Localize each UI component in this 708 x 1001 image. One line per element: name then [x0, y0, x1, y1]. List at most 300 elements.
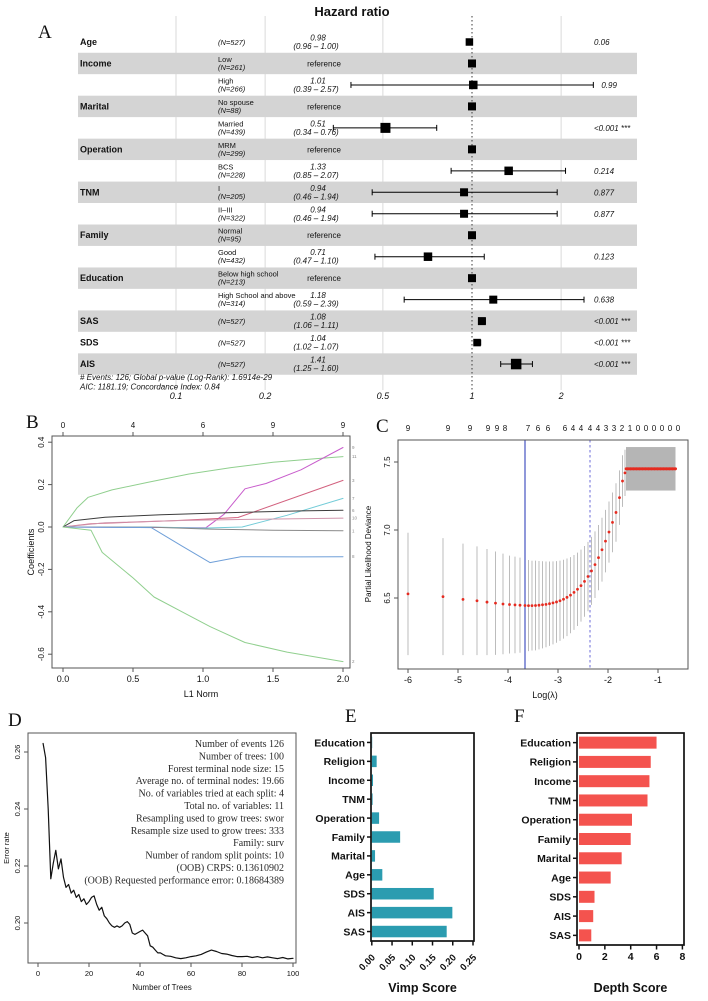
deviance-point [583, 580, 586, 583]
n-label: (N=527) [218, 317, 246, 327]
x-axis-tick-label: -2 [603, 675, 613, 685]
deviance-point [531, 604, 534, 607]
row-band [78, 225, 637, 246]
deviance-point [618, 496, 621, 499]
p-value: 0.877 [594, 209, 615, 219]
x-axis-tick-label: 0.15 [417, 952, 439, 974]
top-axis-tick-label: 0 [635, 424, 641, 433]
p-value: 0.214 [594, 166, 615, 176]
panel-label: F [514, 706, 525, 727]
y-axis-tick-label: 7.0 [383, 524, 392, 536]
deviance-point [601, 548, 604, 551]
series-end-label: 7 [352, 495, 355, 501]
forest-stats-line: Number of events 126 [194, 739, 284, 750]
row-band [78, 310, 637, 331]
p-value: 0.123 [594, 252, 615, 262]
variable-name: Education [80, 273, 124, 284]
reference-label: reference [307, 102, 341, 112]
series-end-label: 1 [352, 528, 355, 534]
level-label: Married [218, 119, 244, 129]
coefficient-path [63, 527, 343, 662]
deviance-point [562, 598, 565, 601]
deviance-point [590, 570, 593, 573]
chart-title: Hazard ratio [314, 4, 390, 19]
deviance-point [641, 467, 644, 470]
estimate-value: 0.94 [310, 183, 326, 193]
deviance-point [545, 603, 548, 606]
y-axis-tick-label: -0.6 [37, 647, 46, 662]
deviance-point [442, 595, 445, 598]
ci-value: (0.46 – 1.94) [293, 192, 339, 202]
deviance-point [587, 575, 590, 578]
deviance-point [534, 604, 537, 607]
importance-bar [372, 831, 400, 843]
x-axis-tick-label: 2.0 [336, 674, 350, 684]
deviance-point [611, 521, 614, 524]
x-axis-tick-label: 60 [186, 969, 196, 978]
hr-marker [469, 81, 478, 90]
category-label: Family [331, 831, 365, 844]
deviance-point [668, 467, 671, 470]
x-axis-tick-label: 80 [237, 969, 247, 978]
ci-value: (0.46 – 1.94) [293, 213, 339, 223]
level-label: II–III [218, 205, 233, 215]
importance-bar [579, 737, 657, 749]
importance-bar [579, 756, 651, 768]
reference-label: reference [307, 274, 341, 284]
importance-bar [372, 869, 383, 881]
axis-tick-label: 1 [469, 391, 475, 401]
deviance-point [519, 604, 522, 607]
category-label: SDS [343, 888, 365, 901]
y-axis-tick-label: 0.26 [13, 744, 22, 760]
ci-value: (1.02 – 1.07) [293, 342, 339, 352]
p-value: 0.877 [594, 188, 615, 198]
top-axis-tick-label: 6 [200, 421, 206, 430]
importance-bar [579, 833, 631, 845]
n-label: (N=205) [218, 191, 246, 201]
deviance-point [615, 511, 618, 514]
forest-stats-line: (OOB) CRPS: 0.13610902 [176, 863, 284, 874]
ci-value: (0.39 – 2.57) [293, 84, 339, 94]
top-axis-tick-label: 9 [340, 421, 346, 430]
n-label: (N=432) [218, 256, 246, 266]
category-label: Education [314, 737, 365, 750]
n-label: (N=322) [218, 213, 246, 223]
level-label: No spouse [218, 97, 254, 107]
top-axis-tick-label: 6 [535, 424, 541, 433]
panel-label: C [376, 416, 389, 437]
n-label: (N=299) [218, 148, 246, 158]
forest-stats-line: (OOB) Requested performance error: 0.18684389 [84, 875, 284, 887]
y-axis-title: Partial Likelihood Deviance [364, 505, 373, 603]
reference-marker [468, 59, 476, 67]
top-axis-tick-label: 4 [595, 424, 601, 433]
y-axis-tick-label: -0.2 [37, 562, 46, 577]
importance-bar [372, 907, 453, 919]
reference-marker [468, 102, 476, 110]
hr-marker [511, 359, 521, 370]
deviance-point [624, 471, 627, 474]
x-axis-tick-label: 6 [653, 951, 660, 963]
estimate-value: 1.33 [310, 162, 326, 172]
forest-stats-line: Family: surv [233, 838, 284, 850]
deviance-point [462, 598, 465, 601]
axis-tick-label: 0.5 [376, 391, 390, 401]
category-label: SAS [343, 926, 365, 939]
panel-label: D [8, 710, 22, 731]
variable-name: Family [80, 230, 109, 241]
top-axis-tick-label: 0 [60, 421, 66, 430]
level-label: I [218, 183, 221, 193]
deviance-point [514, 604, 517, 607]
panel-label: A [38, 22, 52, 43]
category-label: Age [345, 869, 365, 882]
estimate-value: 0.51 [310, 119, 326, 129]
deviance-point [671, 467, 674, 470]
forest-stats-line: No. of variables tried at each split: 4 [138, 788, 284, 800]
category-label: Religion [529, 756, 571, 769]
category-label: Family [537, 833, 571, 846]
coefficient-path [63, 527, 343, 563]
variable-name: SDS [80, 337, 99, 348]
importance-bar [579, 794, 648, 806]
x-axis-tick-label: 0.00 [357, 952, 378, 974]
deviance-point [656, 467, 659, 470]
x-axis-title: Depth Score [593, 981, 668, 995]
n-label: (N=261) [218, 62, 246, 72]
x-axis-tick-label: 4 [627, 951, 634, 963]
x-axis-title: L1 Norm [183, 689, 219, 699]
level-label: Low [218, 54, 232, 64]
x-axis-tick-label: -3 [553, 675, 563, 685]
p-value: <0.001 *** [594, 360, 631, 370]
top-axis-tick-label: 6 [562, 424, 568, 433]
deviance-point [597, 556, 600, 559]
importance-bar [372, 926, 447, 938]
importance-bar [579, 910, 593, 922]
p-value: <0.001 *** [594, 338, 631, 348]
top-axis-tick-label: 4 [578, 424, 584, 433]
x-axis-title: Number of Trees [132, 983, 192, 992]
n-label: (N=95) [218, 234, 242, 244]
deviance-point [674, 467, 677, 470]
axis-tick-label: 0.2 [258, 391, 272, 401]
category-label: Marital [537, 853, 571, 866]
top-axis-tick-label: 3 [603, 424, 609, 433]
x-axis-tick-label: 2 [601, 951, 608, 963]
deviance-point [638, 467, 641, 470]
y-axis-tick-label: 0.24 [13, 801, 22, 817]
deviance-point [524, 604, 527, 607]
forest-stats-line: Resample size used to grow trees: 333 [130, 825, 284, 837]
variable-name: Income [80, 58, 112, 69]
top-axis-tick-label: 0 [675, 424, 681, 433]
y-axis-title: Error rate [2, 832, 11, 864]
estimate-value: 0.71 [310, 248, 326, 258]
category-label: Operation [521, 814, 571, 827]
level-label: Below high school [218, 269, 279, 279]
series-end-label: 6 [352, 507, 355, 513]
top-axis-tick-label: 4 [130, 421, 136, 430]
reference-label: reference [307, 145, 341, 155]
ci-value: (0.96 – 1.00) [293, 42, 339, 51]
ci-value: (1.25 – 1.60) [293, 364, 339, 374]
x-axis-tick-label: 0.5 [126, 674, 140, 684]
top-axis-tick-label: 9 [467, 424, 473, 433]
category-label: Age [551, 872, 571, 885]
estimate-value: 1.08 [310, 312, 326, 322]
deviance-point [594, 563, 597, 566]
panel-label: B [26, 412, 39, 433]
top-axis-tick-label: 9 [445, 424, 451, 433]
category-label: TNM [342, 793, 365, 806]
deviance-point [659, 467, 662, 470]
level-label: Normal [218, 226, 243, 236]
n-label: (N=439) [218, 127, 246, 137]
y-axis-tick-label: 6.5 [383, 592, 392, 604]
row-band [78, 139, 637, 160]
deviance-point [538, 604, 541, 607]
ci-value: (0.47 – 1.10) [293, 256, 339, 266]
y-axis-tick-label: 0.0 [37, 521, 46, 533]
x-axis-tick-label: 0.05 [377, 952, 399, 974]
footer-line: AIC: 1181.19; Concordance Index: 0.84 [80, 382, 220, 392]
category-label: Religion [323, 756, 365, 769]
p-value: 0.06 [594, 38, 610, 47]
ci-value: (0.85 – 2.07) [293, 170, 339, 180]
deviance-point [527, 604, 530, 607]
ci-value: (1.06 – 1.11) [293, 321, 339, 331]
estimate-value: 1.04 [310, 334, 326, 344]
reference-label: reference [307, 59, 341, 69]
x-axis-tick-label: -6 [403, 675, 413, 685]
y-axis-tick-label: 0.4 [37, 436, 46, 448]
deviance-point [569, 594, 572, 597]
p-value: 0.638 [594, 295, 615, 305]
importance-bar [579, 891, 595, 903]
y-axis-tick-label: 0.2 [37, 479, 46, 491]
hr-marker [424, 252, 433, 261]
row-band [78, 267, 637, 288]
p-value: <0.001 *** [594, 123, 631, 133]
deviance-point [573, 591, 576, 594]
reference-label: reference [307, 231, 341, 241]
hr-marker [380, 123, 390, 133]
variable-name: SAS [80, 316, 99, 327]
series-end-label: 3 [352, 477, 355, 483]
top-axis-tick-label: 0 [651, 424, 657, 433]
top-axis-tick-label: 9 [494, 424, 500, 433]
n-label: (N=527) [218, 338, 246, 348]
n-label: (N=228) [218, 170, 246, 180]
forest-stats-line: Average no. of terminal nodes: 19.66 [135, 776, 284, 788]
deviance-point [559, 599, 562, 602]
category-label: AIS [347, 907, 365, 920]
top-axis-tick-label: 9 [485, 424, 491, 433]
deviance-point [608, 531, 611, 534]
category-label: TNM [548, 795, 571, 808]
panel-e-bar-chart [314, 706, 479, 995]
category-label: Operation [315, 812, 365, 825]
importance-bar [372, 775, 373, 787]
deviance-point [541, 603, 544, 606]
x-axis-tick-label: 100 [286, 969, 300, 978]
footer-line: # Events: 126; Global p-value (Log-Rank): 1.6914e-29 [80, 373, 273, 382]
n-label: (N=88) [218, 105, 242, 115]
series-end-label: 9 [352, 445, 355, 450]
deviance-point [548, 602, 551, 605]
n-label: (N=266) [218, 84, 246, 94]
top-axis-tick-label: 0 [659, 424, 665, 433]
x-axis-tick-label: 1.0 [196, 674, 210, 684]
importance-bar [579, 852, 622, 864]
variable-name: AIS [80, 359, 96, 370]
category-label: Marital [331, 850, 365, 863]
importance-bar [579, 814, 632, 826]
p-value: <0.001 *** [594, 317, 631, 327]
top-axis-tick-label: 8 [502, 424, 508, 433]
x-axis-tick-label: -4 [503, 675, 513, 685]
reference-marker [468, 231, 476, 239]
x-axis-tick-label: 0.20 [438, 952, 459, 974]
deviance-point [566, 596, 569, 599]
top-axis-tick-label: 9 [270, 421, 276, 430]
y-axis-tick-label: 0.22 [13, 858, 22, 874]
deviance-point [476, 599, 479, 602]
top-axis-tick-label: 4 [570, 424, 576, 433]
x-axis-tick-label: 8 [679, 951, 686, 963]
panel-b-lasso-paths [26, 412, 358, 699]
category-label: SAS [549, 930, 571, 943]
hr-marker [460, 188, 468, 196]
x-axis-tick-label: 20 [84, 969, 94, 978]
plot-border [52, 436, 350, 668]
hr-marker [473, 339, 481, 347]
ci-value: (0.34 – 0.76) [293, 127, 339, 137]
y-axis-title: Coefficients [26, 528, 36, 576]
deviance-point [653, 467, 656, 470]
importance-bar [372, 793, 373, 805]
estimate-value: 0.94 [310, 205, 326, 215]
n-label: (N=213) [218, 277, 246, 287]
importance-bar [579, 872, 611, 884]
variable-name: TNM [80, 187, 100, 198]
hr-marker [489, 296, 497, 304]
row-band [78, 96, 637, 117]
y-axis-tick-label: 0.20 [13, 915, 22, 931]
top-axis-tick-label: 6 [545, 424, 551, 433]
level-label: MRM [218, 140, 236, 150]
deviance-point [552, 601, 555, 604]
deviance-point [665, 467, 668, 470]
x-axis-tick-label: 0 [35, 969, 41, 978]
x-axis-tick-label: 0.25 [458, 952, 480, 974]
forest-stats-line: Resampling used to grow trees: swor [135, 813, 284, 825]
deviance-point [632, 467, 635, 470]
series-end-label: 8 [352, 554, 355, 560]
top-axis-tick-label: 7 [525, 424, 531, 433]
x-axis-tick-label: 0 [576, 951, 582, 963]
axis-tick-label: 2 [558, 391, 564, 401]
deviance-point [644, 467, 647, 470]
level-label: BCS [218, 162, 234, 172]
category-label: Income [534, 775, 571, 788]
x-axis-tick-label: 0.10 [397, 952, 419, 974]
panel-a-forest-plot [38, 4, 637, 401]
top-axis-tick-label: 4 [587, 424, 593, 433]
coefficient-path [63, 457, 343, 527]
hr-marker [504, 167, 513, 176]
panel-f-bar-chart [514, 706, 685, 995]
x-axis-title: Log(λ) [532, 690, 558, 700]
level-label: High [218, 76, 234, 86]
hr-marker [460, 210, 468, 218]
top-axis-tick-label: 3 [611, 424, 617, 433]
x-axis-tick-label: 0.0 [56, 674, 70, 684]
forest-stats-line: Forest terminal node size: 15 [167, 763, 284, 775]
deviance-point [621, 480, 624, 483]
panel-c-cv-deviance [364, 416, 688, 700]
n-label: (N=527) [218, 38, 246, 47]
category-label: AIS [553, 910, 571, 923]
x-axis-tick-label: -5 [453, 675, 463, 685]
hr-marker [478, 317, 486, 325]
variable-name: Operation [80, 144, 123, 155]
importance-bar [579, 929, 591, 941]
category-label: SDS [549, 891, 571, 904]
forest-stats-line: Number of trees: 100 [198, 751, 284, 763]
x-axis-tick-label: -1 [653, 675, 663, 685]
deviance-point [502, 603, 505, 606]
importance-bar [372, 756, 377, 768]
series-end-label: 10 [352, 515, 358, 521]
estimate-value: 1.01 [310, 76, 326, 86]
category-label: Income [328, 775, 365, 788]
estimate-value: 1.41 [310, 355, 326, 365]
y-axis-tick-label: 7.5 [383, 456, 392, 468]
n-label: (N=314) [218, 299, 246, 309]
top-axis-tick-label: 1 [627, 424, 633, 433]
deviance-point [580, 584, 583, 587]
x-axis-tick-label: 40 [135, 969, 145, 978]
x-axis-title: Vimp Score [388, 981, 457, 995]
series-end-label: 11 [352, 454, 357, 460]
importance-bar [579, 775, 649, 787]
deviance-point [508, 603, 511, 606]
series-end-label: 2 [352, 659, 355, 665]
deviance-point [555, 601, 558, 604]
forest-stats-line: Number of random split points: 10 [145, 850, 284, 862]
forest-stats-line: Total no. of variables: 11 [184, 801, 284, 812]
p-value: 0.99 [601, 80, 617, 90]
deviance-point [629, 467, 632, 470]
deviance-point [650, 467, 653, 470]
level-label: Good [218, 248, 237, 258]
deviance-point [494, 602, 497, 605]
importance-bar [372, 850, 375, 862]
reference-marker [468, 274, 476, 282]
y-axis-tick-label: -0.4 [37, 604, 46, 619]
panel-d-error-rate [2, 710, 299, 992]
category-label: Education [520, 737, 571, 750]
deviance-point [604, 540, 607, 543]
deviance-point [647, 467, 650, 470]
importance-bar [372, 812, 379, 824]
axis-tick-label: 0.1 [169, 391, 183, 401]
deviance-point [662, 467, 665, 470]
hr-marker [466, 38, 474, 46]
